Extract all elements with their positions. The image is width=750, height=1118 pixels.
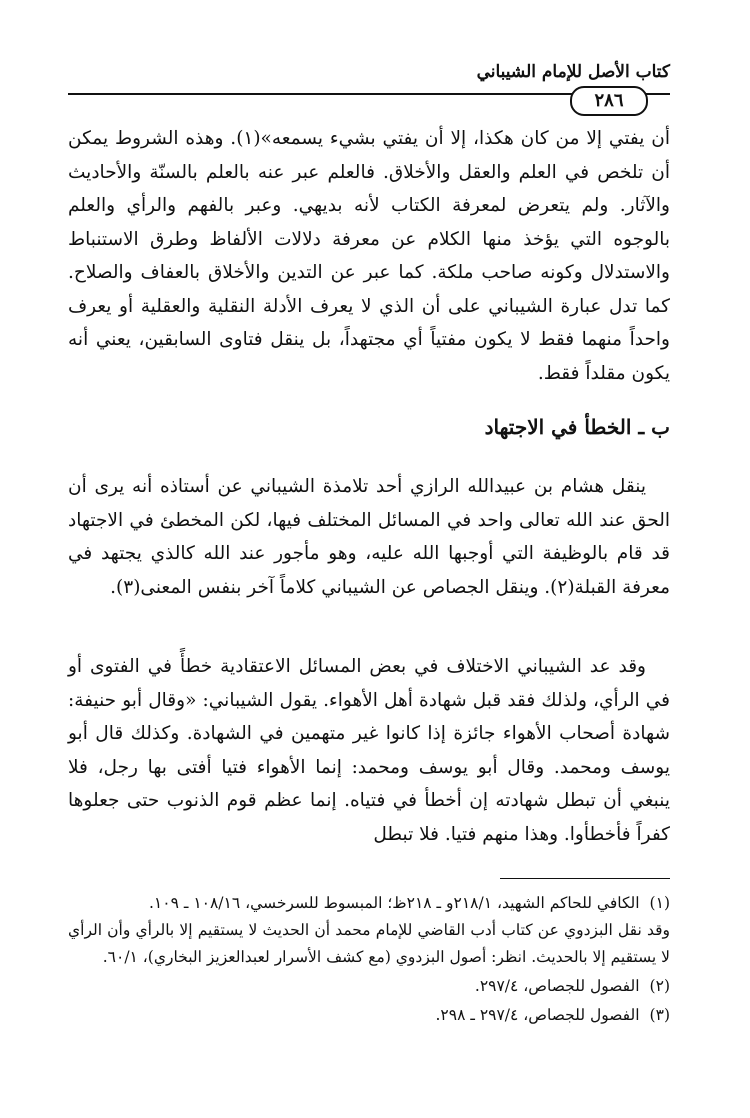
footnote-number: (١) bbox=[649, 894, 670, 912]
paragraph-2: ينقل هشام بن عبيدالله الرازي أحد تلامذة الشيباني عن أستاذه أنه يرى أن الحق عند الله تعالى واحد في المسائل المختلف فيها، لكن المخطئ في الاجتهاد قد قام بالوظيفة التي أوجبها الله عليه، وهو مأجور عند الله كالذي يجتهد في معرفة القبلة(٢). وينقل الجصاص عن الشيباني كلاماً آخر بنفس المعنى(٣). bbox=[68, 476, 670, 598]
footnote-3 bbox=[68, 1002, 670, 1029]
footnote-text: الفصول للجصاص، ٢٩٧/٤. bbox=[474, 977, 640, 995]
paragraph-3: وقد عد الشيباني الاختلاف في بعض المسائل الاعتقادية خطأً في الفتوى أو في الرأي، ولذلك فقد قبل شهادة أهل الأهواء. يقول الشيباني: «وقال أبو حنيفة: شهادة أصحاب الأهواء جائزة إذا كانوا غير متهمين في الشهادة. وكذلك قال أبو يوسف ومحمد. وقال أبو يوسف ومحمد: إنما الأهواء فتيا أفتى بها رجل، فلا ينبغي أن تبطل شهادته إن أخطأ في فتياه. إنما عظم قوم الذنوب حتى جعلوها كفراً فأخطأوا. وهذا منهم فتيا. فلا تبطل bbox=[68, 656, 670, 845]
running-header-title: كتاب الأصل للإمام الشيباني bbox=[476, 62, 670, 82]
footnote-text: الفصول للجصاص، ٢٩٧/٤ ـ ٢٩٨. bbox=[435, 1006, 640, 1024]
page-number: ٢٨٦ bbox=[570, 86, 648, 116]
footnote-continuation: وقد نقل البزدوي عن كتاب أدب القاضي للإمام محمد أن الحديث لا يستقيم إلا بالرأي وأن الرأي لا يستقيم إلا بالحديث. انظر: أصول البزدوي (مع كشف الأسرار لعبدالعزيز البخاري)، ٦٠/١. bbox=[68, 921, 670, 966]
footnote-number: (٣) bbox=[649, 1006, 670, 1024]
footnote-number: (٢) bbox=[649, 977, 670, 995]
footnote-separator bbox=[500, 878, 670, 879]
footnotes bbox=[68, 890, 670, 1031]
footnote-text: الكافي للحاكم الشهيد، ٢١٨/١و ـ ٢١٨ظ؛ المبسوط للسرخسي، ١٠٨/١٦ ـ ١٠٩. bbox=[148, 894, 640, 912]
paragraph-1: أن يفتي إلا من كان هكذا، إلا أن يفتي بشيء يسمعه»(١). وهذه الشروط يمكن أن تلخص في العلم والعقل والأخلاق. فالعلم عبر عنه بالعلم بالسنّة والأحاديث والآثار. ولم يتعرض لمعرفة الكتاب لأنه بديهي. وعبر بالفهم والرأي والعلم بالوجوه التي يؤخذ منها الكلام عن معرفة دلالات الألفاظ وطرق الاستنباط والاستدلال وكونه صاحب ملكة. كما عبر عن التدين والأخلاق بالعفاف والصلاح. كما تدل عبارة الشيباني على أن الذي لا يعرف الأدلة النقلية والعقلية أو يعرف واحداً منهما فقط لا يكون مفتياً أي مجتهداً، بل ينقل فتاوى السابقين، يعني أنه يكون مقلداً فقط. bbox=[68, 128, 670, 384]
section-heading: ب ـ الخطأ في الاجتهاد bbox=[484, 415, 670, 439]
footnote-2 bbox=[68, 973, 670, 1000]
footnote-1 bbox=[68, 890, 670, 971]
